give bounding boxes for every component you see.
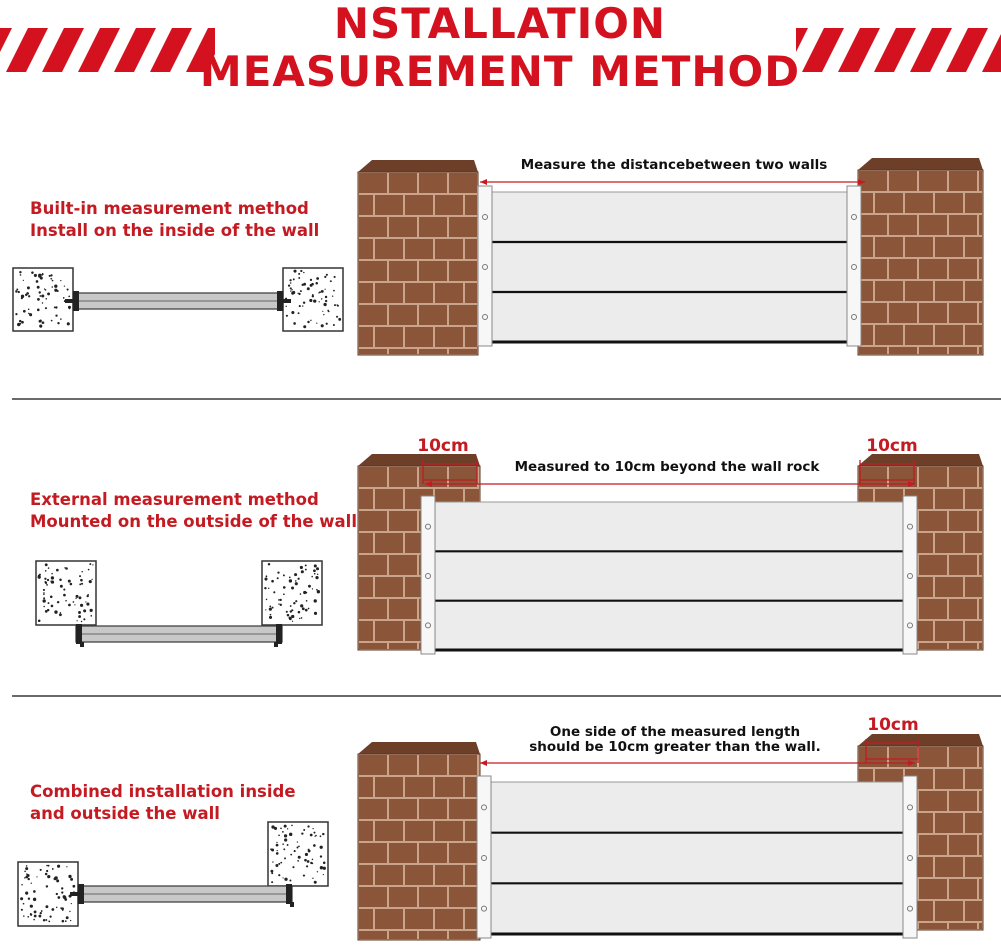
measure-line xyxy=(480,179,865,185)
section-2-top-view xyxy=(30,556,330,651)
flood-barrier-panels xyxy=(477,776,917,938)
flood-barrier-panels xyxy=(421,496,917,654)
section-3-label-line-2: and outside the wall xyxy=(30,804,220,823)
title-line-1: NSTALLATION xyxy=(333,0,667,48)
flood-barrier-panels xyxy=(478,186,861,346)
section-2-wall-diagram xyxy=(355,430,1001,655)
left-brick-wall xyxy=(358,160,478,355)
section-3-measure-line-2: should be 10cm greater than the wall. xyxy=(529,739,821,755)
section-2-right-offset: 10cm xyxy=(866,436,918,456)
section-3-wall-diagram xyxy=(355,710,1001,946)
section-1-top-view xyxy=(10,262,350,337)
divider-1 xyxy=(12,398,1001,400)
section-1-label-line-1: Built-in measurement method xyxy=(30,199,309,218)
divider-2 xyxy=(12,695,1001,697)
section-1-measure-text: Measure the distancebetween two walls xyxy=(520,157,828,173)
section-2-measure-text: Measured to 10cm beyond the wall rock xyxy=(514,459,820,475)
section-1-wall-diagram xyxy=(355,150,1001,360)
section-2-label xyxy=(30,489,357,533)
title-line-2: MEASUREMENT METHOD xyxy=(199,47,801,96)
section-2-label-line-2: Mounted on the outside of the wall xyxy=(30,512,357,531)
measure-line xyxy=(425,481,915,487)
section-2-left-offset: 10cm xyxy=(417,436,469,456)
section-1-label xyxy=(30,198,319,242)
section-3-right-offset: 10cm xyxy=(867,715,919,735)
section-3-top-view xyxy=(12,818,332,930)
page-title xyxy=(150,0,850,96)
section-1-label-line-2: Install on the inside of the wall xyxy=(30,221,320,240)
section-3-measure-line-1: One side of the measured length xyxy=(549,724,801,740)
section-3-label-line-1: Combined installation inside xyxy=(30,782,296,801)
left-brick-wall xyxy=(358,742,480,940)
section-2-label-line-1: External measurement method xyxy=(30,490,319,509)
measure-line xyxy=(480,760,915,766)
right-brick-wall xyxy=(858,158,983,355)
